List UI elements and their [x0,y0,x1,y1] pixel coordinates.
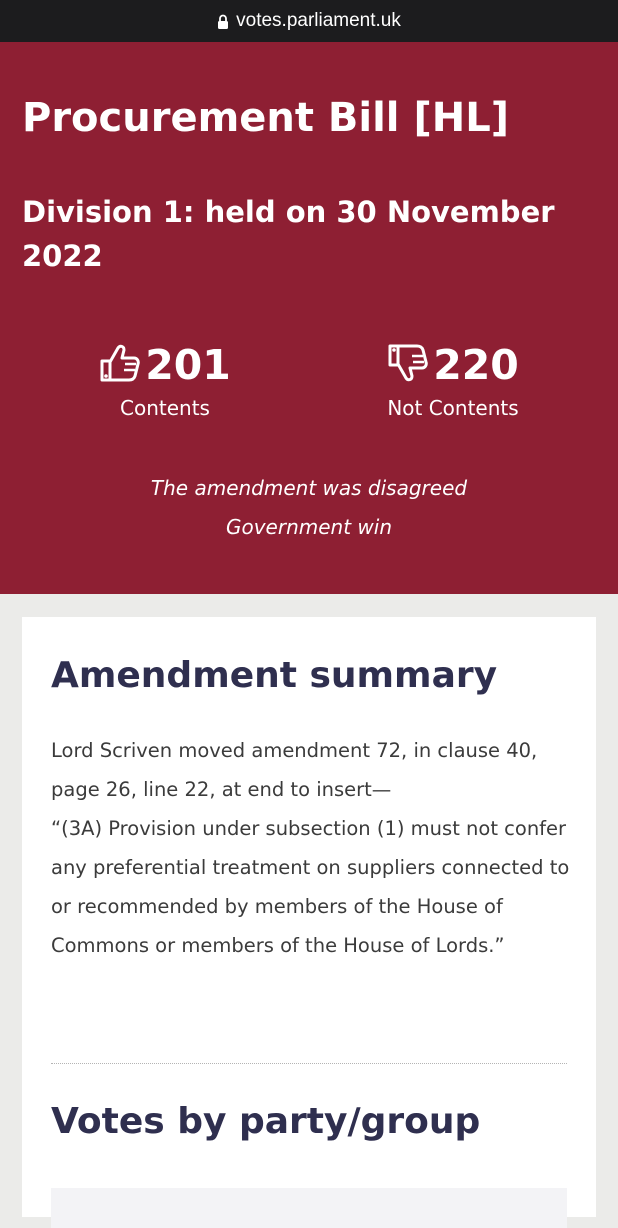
lock-icon [217,14,229,30]
amendment-quote: “(3A) Provision under subsection (1) must not confer any preferential treatment on suppliers connected to or recommended by members of the House of Commons or members of the House of Lords.” [51,817,570,957]
url-text: votes.parliament.uk [236,10,401,31]
not-contents-tally [323,340,583,420]
section-divider [51,1063,567,1064]
result-text: Government win [225,515,393,539]
amendment-motion: Lord Scriven moved amendment 72, in clause 40, page 26, line 22, at end to insert— [51,739,538,801]
not-contents-label: Not Contents [387,396,519,420]
content-card [22,617,596,1217]
amendment-summary-text [51,731,573,965]
contents-count: 201 [145,341,231,389]
votes-by-party-panel [51,1188,567,1228]
division-heading: Division 1: held on 30 November 2022 [22,195,555,273]
browser-url-bar[interactable] [0,0,618,42]
thumbs-up-icon [99,342,141,388]
amendment-summary-title: Amendment summary [51,655,498,696]
outcome-text: The amendment was disagreed [150,476,468,500]
division-outcome [0,469,618,547]
bill-title: Procurement Bill [HL] [22,95,509,141]
not-contents-count: 220 [433,341,519,389]
division-header [0,42,618,594]
thumbs-down-icon [387,342,429,388]
votes-by-party-title: Votes by party/group [51,1101,481,1142]
contents-tally [35,340,295,420]
contents-label: Contents [120,396,210,420]
